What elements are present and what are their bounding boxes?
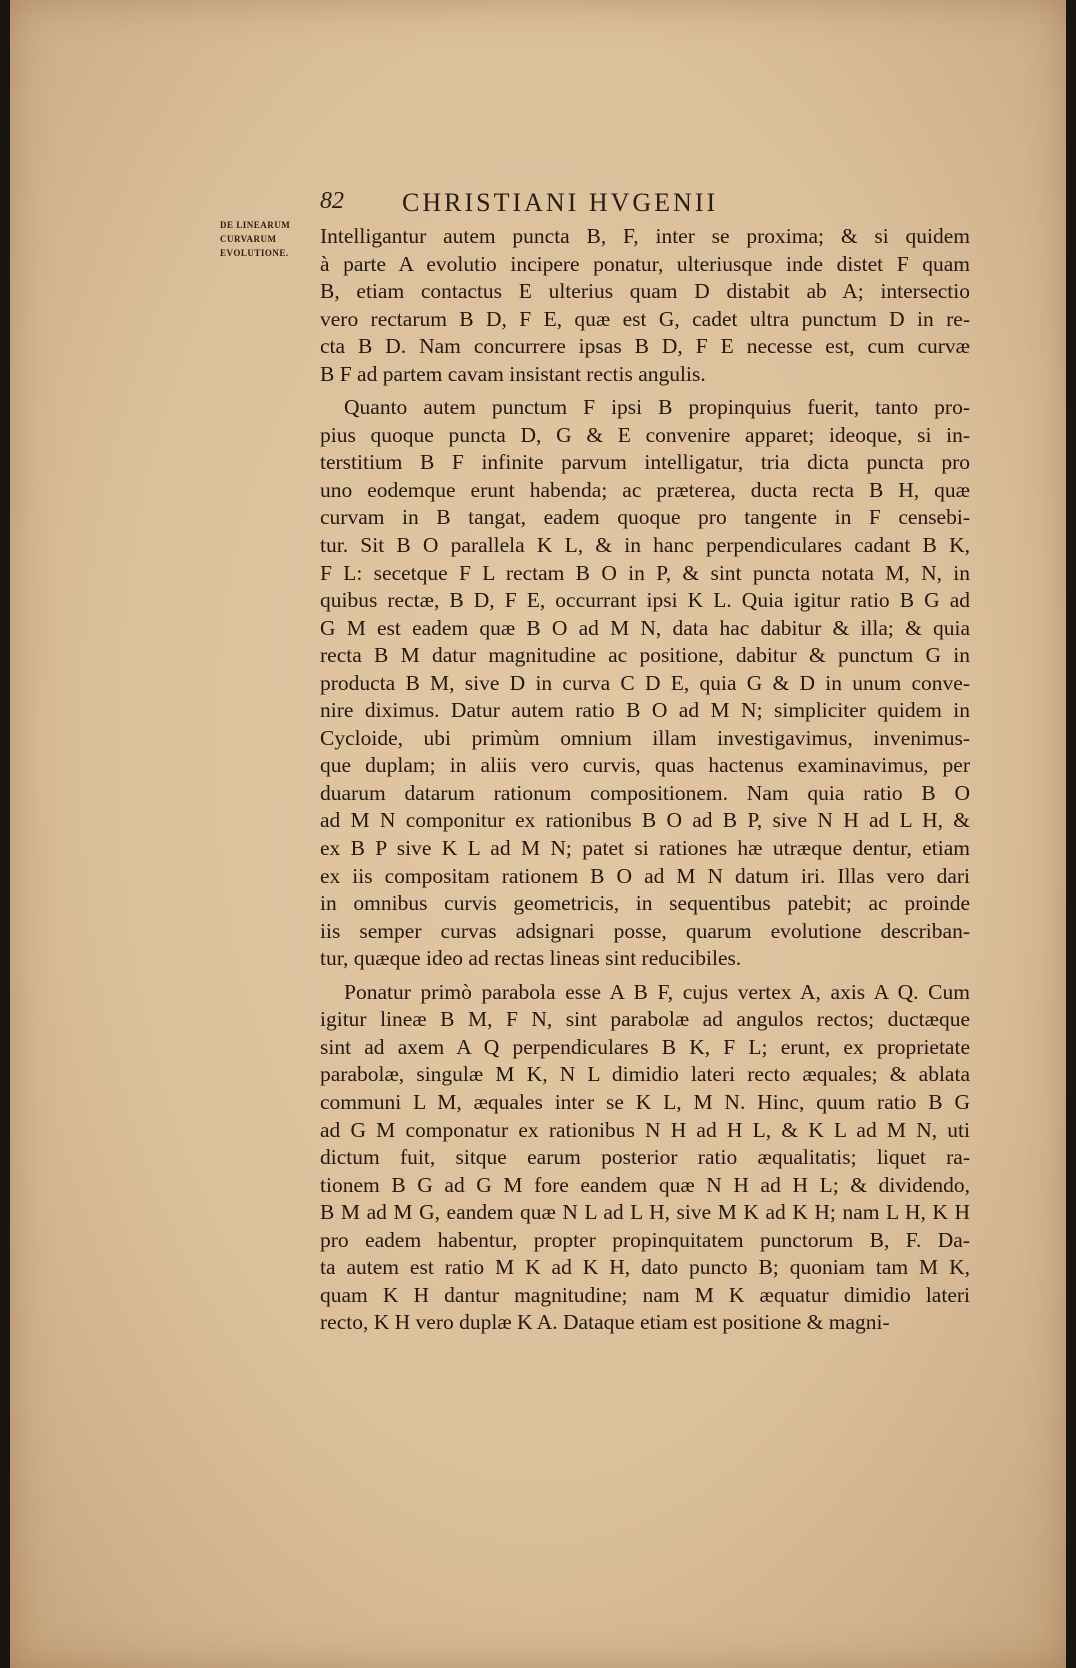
text-line: B M ad M G, eandem quæ N L ad L H, sive M K ad K H; nam L H, K H — [320, 1200, 970, 1225]
margin-note-line: CURVARUM — [220, 234, 277, 244]
text-line: recto, K H vero duplæ K A. Dataque etiam est positione & magni- — [320, 1310, 890, 1335]
margin-note-line: EVOLUTIONE. — [220, 248, 289, 258]
text-line: recta B M datur magnitudine ac positione, dabitur & punctum G in — [320, 643, 970, 668]
text-line: ad M N componitur ex rationibus B O ad B P, sive N H ad L H, & — [320, 808, 970, 833]
text-line: G M est eadem quæ B O ad M N, data hac dabitur & illa; & quia — [320, 615, 970, 640]
text-line: ta autem est ratio M K ad K H, dato puncto B; quoniam tam M K, — [320, 1255, 970, 1280]
text-line: Ponatur primò parabola esse A B F, cujus vertex A, axis A Q. Cum — [344, 979, 970, 1004]
text-line: curvam in B tangat, eadem quoque pro tangente in F censebi- — [320, 505, 970, 530]
text-line: à parte A evolutio incipere ponatur, ulteriusque inde distet F quam — [320, 251, 970, 276]
page-number: 82 — [320, 188, 344, 214]
text-line: in omnibus curvis geometricis, in sequentibus patebit; ac proinde — [320, 891, 970, 916]
text-line: parabolæ, singulæ M K, N L dimidio lateri recto æquales; & ablata — [320, 1062, 970, 1087]
text-line: F L: secetque F L rectam B O in P, & sint puncta notata M, N, in — [320, 560, 970, 585]
text-line: que duplam; in aliis vero curvis, quas hactenus examinavimus, per — [320, 753, 970, 778]
text-line: ex iis compositam rationem B O ad M N datum iri. Illas vero dari — [320, 863, 970, 888]
text-line: ad G M componatur ex rationibus N H ad H L, & K L ad M N, uti — [320, 1117, 970, 1142]
margin-note-line: DE LINEARUM — [220, 220, 291, 230]
text-line: Cycloide, ubi primùm omnium illam investigavimus, invenimus- — [320, 725, 970, 750]
text-line: uno eodemque erunt habenda; ac præterea, ducta recta B H, quæ — [320, 477, 970, 502]
text-line: duarum datarum rationum compositionem. Nam quia ratio B O — [320, 780, 970, 805]
text-line: dictum fuit, sitque earum posterior ratio æqualitatis; liquet ra- — [320, 1145, 970, 1170]
text-line: terstitium B F infinite parvum intelligatur, tria dicta puncta pro — [320, 450, 970, 475]
text-line: tur, quæque ideo ad rectas lineas sint reducibiles. — [320, 946, 742, 971]
text-line: Intelligantur autem puncta B, F, inter se proxima; & si quidem — [320, 224, 970, 248]
page-header — [320, 188, 880, 222]
text-line: quam K H dantur magnitudine; nam M K æquatur dimidio lateri — [320, 1282, 970, 1307]
body-text — [320, 223, 970, 1337]
text-line: tur. Sit B O parallela K L, & in hanc perpendiculares cadant B K, — [320, 533, 970, 558]
text-line: iis semper curvas adsignari posse, quarum evolutione describan- — [320, 918, 970, 943]
text-line: cta B D. Nam concurrere ipsas B D, F E necesse est, cum curvæ — [320, 334, 970, 359]
paragraph — [320, 223, 970, 388]
text-line: producta B M, sive D in curva C D E, quia G & D in unum conve- — [320, 670, 970, 695]
text-line: B F ad partem cavam insistant rectis angulis. — [320, 361, 706, 386]
text-line: B, etiam contactus E ulterius quam D distabit ab A; intersectio — [320, 279, 970, 304]
text-line: communi L M, æquales inter se K L, M N. Hinc, quum ratio B G — [320, 1089, 970, 1114]
paragraph — [320, 394, 970, 972]
text-line: Quanto autem punctum F ipsi B propinquius fuerit, tanto pro- — [344, 395, 970, 420]
text-line: igitur lineæ B M, F N, sint parabolæ ad angulos rectos; ductæque — [320, 1007, 970, 1032]
page-sheet — [10, 0, 1066, 1668]
text-line: quibus rectæ, B D, F E, occurrant ipsi K L. Quia igitur ratio B G ad — [320, 588, 970, 613]
text-line: sint ad axem A Q perpendiculares B K, F L; erunt, ex proprietate — [320, 1034, 970, 1059]
text-line: tionem B G ad G M fore eandem quæ N H ad H L; & dividendo, — [320, 1172, 970, 1197]
text-line: ex B P sive K L ad M N; patet si rationes hæ utræque dentur, etiam — [320, 836, 970, 861]
paragraph — [320, 979, 970, 1337]
text-line: pro eadem habentur, propter propinquitatem punctorum B, F. Da- — [320, 1227, 970, 1252]
margin-note — [220, 218, 312, 260]
text-line: nire diximus. Datur autem ratio B O ad M N; simpliciter quidem in — [320, 698, 970, 723]
running-title: CHRISTIANI HVGENII — [402, 188, 719, 217]
text-line: pius quoque puncta D, G & E convenire apparet; ideoque, si in- — [320, 422, 970, 447]
text-line: vero rectarum B D, F E, quæ est G, cadet ultra punctum D in re- — [320, 306, 970, 331]
